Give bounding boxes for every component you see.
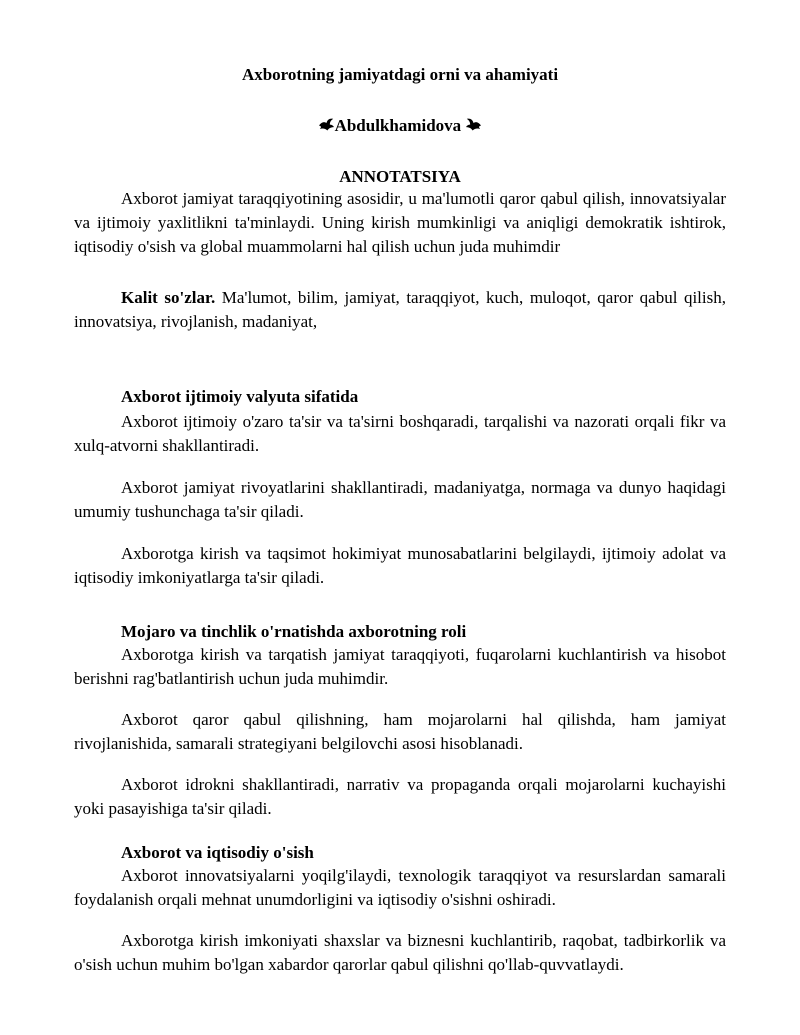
section-heading: Axborot va iqtisodiy o'sish [121, 843, 314, 862]
section-paragraph: Axborotga kirish va taqsimot hokimiyat munosabatlarini belgilaydi, ijtimoiy adolat va iqtisodiy imkoniyatlarga ta'sir qiladi. [74, 544, 726, 587]
keywords-text: Ma'lumot, bilim, jamiyat, taraqqiyot, kuch, muloqot, qaror qabul qilish, innovatsiya, rivojlanish, madaniyat, [74, 288, 726, 331]
keywords-label: Kalit so'zlar. [121, 288, 216, 307]
section-paragraph: Axborotga kirish va tarqatish jamiyat taraqqiyoti, fuqarolarni kuchlantirish va hisobot berishni rag'batlantirish uchun juda muhimdir. [74, 645, 726, 688]
author-name: Abdulkhamidova [334, 116, 462, 135]
section-paragraph: Axborot innovatsiyalarni yoqilg'ilaydi, texnologik taraqqiyot va resurslardan samarali foydalanish orqali mehnat unumdorligini va iqtisodiy o'sishni oshiradi. [74, 866, 726, 909]
section-paragraph: Axborotga kirish imkoniyati shaxslar va biznesni kuchlantirib, raqobat, tadbirkorlik va o'sish uchun muhim bo'lgan xabardor qarorlar qabul qilishni qo'llab-quvvatlaydi. [74, 931, 726, 974]
author-line [0, 115, 800, 137]
annotation-text: Axborot jamiyat taraqqiyotining asosidir, u ma'lumotli qaror qabul qilish, innovatsiyalar va ijtimoiy yaxlitlikni ta'minlaydi. Uning kirish mumkinligi va aniqligi demokratik ishtirok, iqtisodiy o'sish va global muammolarni hal qilish uchun juda muhimdir [74, 189, 726, 256]
section-paragraph: Axborot ijtimoiy o'zaro ta'sir va ta'sirni boshqaradi, tarqalishi va nazorati orqali fikr va xulq-atvorni shakllantiradi. [74, 412, 726, 455]
section-paragraph: Axborot jamiyat rivoyatlarini shakllantiradi, madaniyatga, normaga va dunyo haqidagi umumiy tushunchaga ta'sir qiladi. [74, 478, 726, 521]
annotation-heading: ANNOTATSIYA [339, 167, 461, 186]
keywords-paragraph [74, 286, 726, 334]
section-paragraph: Axborot idrokni shakllantiradi, narrativ va propaganda orqali mojarolarni kuchayishi yoki pasayishiga ta'sir qiladi. [74, 775, 726, 818]
section-heading: Mojaro va tinchlik o'rnatishda axborotning roli [121, 622, 467, 641]
section-heading: Axborot ijtimoiy valyuta sifatida [121, 387, 359, 406]
dove-icon [465, 118, 482, 133]
section-paragraph: Axborot qaror qabul qilishning, ham mojarolarni hal qilishda, ham jamiyat rivojlanishida, samarali strategiyani belgilovchi asosi hisoblanadi. [74, 710, 726, 753]
document-title: Axborotning jamiyatdagi orni va ahamiyati [241, 65, 559, 84]
dove-icon [318, 118, 335, 133]
